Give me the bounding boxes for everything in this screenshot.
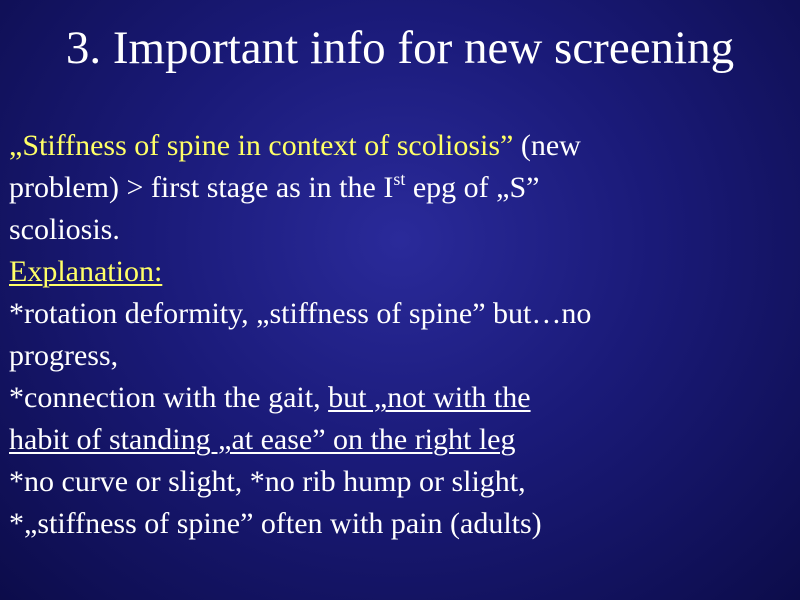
point-2-line-2	[9, 419, 794, 461]
intro-line-2-part1: problem) > first stage as in the I	[9, 171, 394, 204]
explanation-heading	[9, 251, 794, 293]
intro-line-1	[9, 125, 794, 167]
point-3: *no curve or slight, *no rib hump or slight,	[9, 465, 526, 498]
ordinal-superscript: st	[393, 169, 406, 189]
point-2-plain: *connection with the gait,	[9, 381, 329, 414]
slide-title: 3. Important info for new screening	[65, 22, 735, 74]
intro-line-2	[9, 167, 794, 209]
point-2-underlined: but „not with the	[328, 381, 531, 414]
point-2-line-2-underlined: habit of standing „at ease” on the right leg	[9, 423, 516, 456]
explanation-label: Explanation:	[9, 255, 163, 288]
intro-line-1-rest: (new	[513, 129, 581, 162]
point-1-line-1: *rotation deformity, „stiffness of spine” but…no	[9, 297, 592, 330]
intro-line-2-part2: epg of „S”	[405, 171, 540, 204]
point-4: *„stiffness of spine” often with pain (adults)	[9, 507, 542, 540]
slide-body	[9, 125, 794, 545]
intro-line-3: scoliosis.	[9, 213, 120, 246]
intro-highlight: „Stiffness of spine in context of scoliosis”	[9, 129, 514, 162]
point-1-line-2: progress,	[9, 339, 119, 372]
point-2-line-1	[9, 377, 794, 419]
